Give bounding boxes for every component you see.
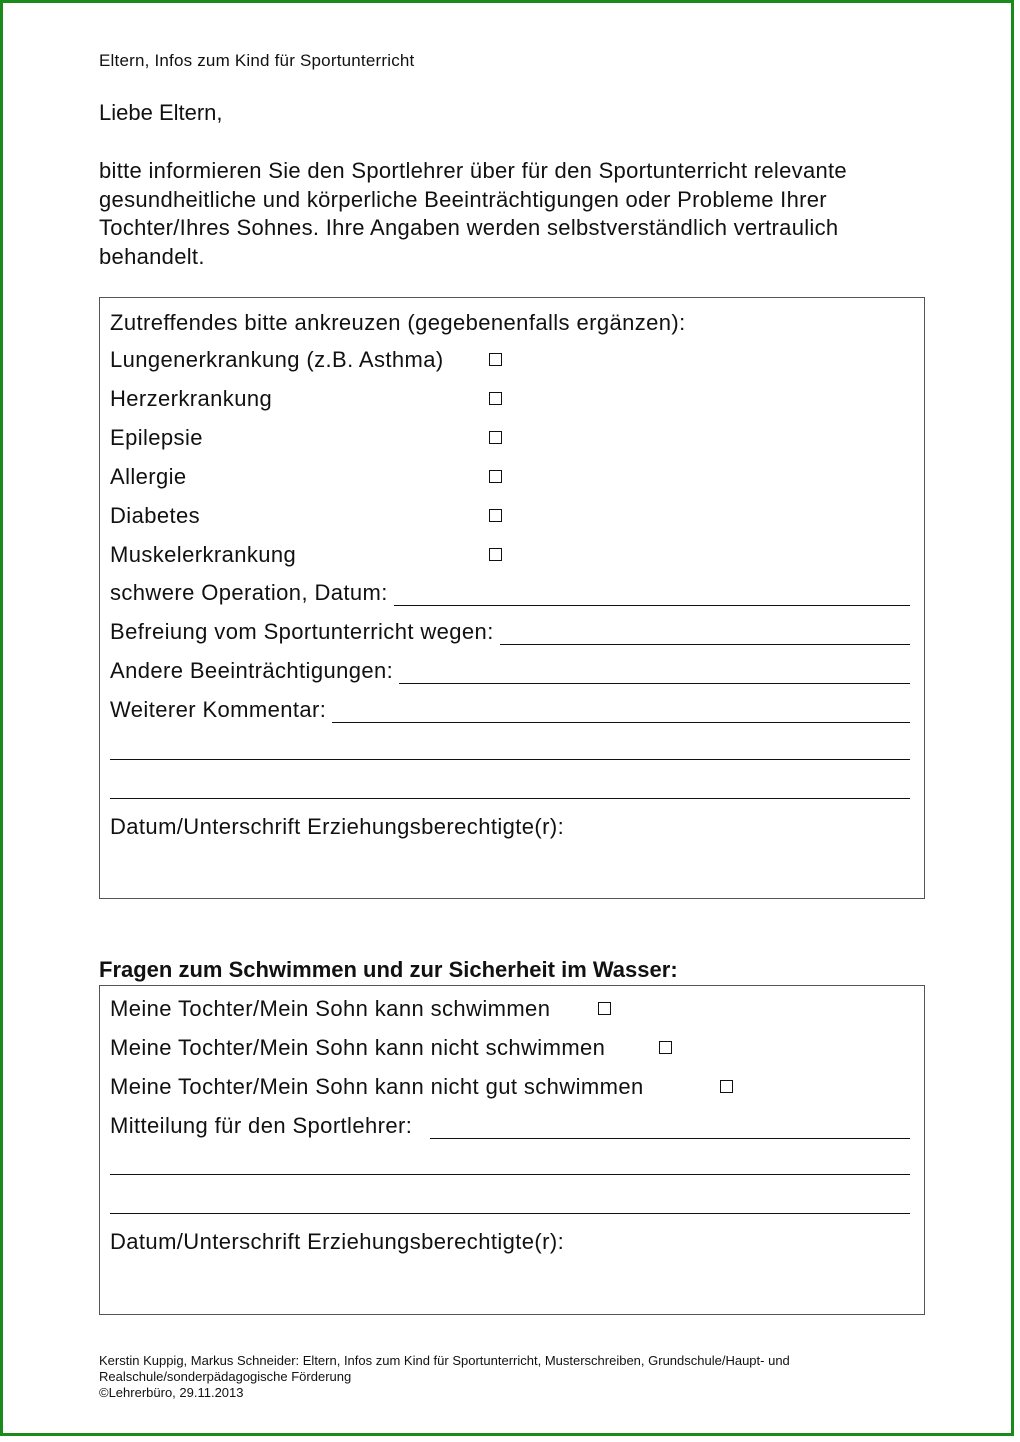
condition-label: Allergie: [110, 464, 187, 489]
condition-checkbox-muscle[interactable]: [489, 548, 502, 561]
swim-message-input-line[interactable]: [430, 1120, 910, 1139]
intro-paragraph: bitte informieren Sie den Sportlehrer über für den Sportunterricht relevante gesundheitliche und körperliche Beeinträchtigungen oder Probleme Ihrer Tochter/Ihres Sohnes. Ihre Angaben werden selbstverständlich vertraulich behandelt.: [99, 158, 847, 269]
condition-label: Herzerkrankung: [110, 386, 273, 411]
swimming-section: [99, 985, 925, 1315]
swim-message-label: Mitteilung für den Sportlehrer:: [110, 1113, 413, 1138]
condition-label: Muskelerkrankung: [110, 542, 297, 567]
swim-option-label: Meine Tochter/Mein Sohn kann nicht schwimmen: [110, 1035, 606, 1060]
swim-signature-row: [110, 1229, 910, 1255]
swim-option-label: Meine Tochter/Mein Sohn kann nicht gut schwimmen: [110, 1074, 644, 1099]
comment-extra-line-1[interactable]: [110, 759, 910, 760]
swimming-section-title: Fragen zum Schwimmen und zur Sicherheit im Wasser:: [99, 957, 678, 982]
operation-label: schwere Operation, Datum:: [110, 580, 388, 605]
other-impairments-row: [110, 658, 910, 684]
condition-row-diabetes: [110, 503, 910, 529]
swim-checkbox-can[interactable]: [598, 1002, 611, 1015]
condition-row-muscle: [110, 542, 910, 568]
condition-row-allergy: [110, 464, 910, 490]
swim-option-label: Meine Tochter/Mein Sohn kann schwimmen: [110, 996, 551, 1021]
swim-option-row-not-well: [110, 1074, 910, 1100]
health-instruction: Zutreffendes bitte ankreuzen (gegebenenfalls ergänzen):: [110, 310, 686, 335]
salutation: Liebe Eltern,: [99, 100, 223, 125]
swim-signature-label: Datum/Unterschrift Erziehungsberechtigte(r):: [110, 1229, 565, 1254]
comment-extra-line-2[interactable]: [110, 798, 910, 799]
exemption-label: Befreiung vom Sportunterricht wegen:: [110, 619, 494, 644]
exemption-row: [110, 619, 910, 645]
swim-checkbox-not-well[interactable]: [720, 1080, 733, 1093]
other-impairments-input-line[interactable]: [399, 665, 910, 684]
swim-option-row-can: [110, 996, 910, 1022]
condition-checkbox-epilepsy[interactable]: [489, 431, 502, 444]
comment-label: Weiterer Kommentar:: [110, 697, 327, 722]
health-signature-row: [110, 814, 910, 840]
condition-row-heart: [110, 386, 910, 412]
health-signature-label: Datum/Unterschrift Erziehungsberechtigte(r):: [110, 814, 565, 839]
comment-input-line[interactable]: [332, 704, 910, 723]
operation-row: [110, 580, 910, 606]
swim-message-row: [110, 1113, 910, 1139]
exemption-input-line[interactable]: [500, 626, 910, 645]
condition-checkbox-diabetes[interactable]: [489, 509, 502, 522]
swim-extra-line-1[interactable]: [110, 1174, 910, 1175]
condition-checkbox-heart[interactable]: [489, 392, 502, 405]
condition-row-epilepsy: [110, 425, 910, 451]
condition-label: Diabetes: [110, 503, 201, 528]
condition-row-lung: [110, 347, 910, 373]
other-impairments-label: Andere Beeinträchtigungen:: [110, 658, 394, 683]
footer-line-2: Realschule/sonderpädagogische Förderung: [99, 1369, 352, 1384]
condition-label: Epilepsie: [110, 425, 203, 450]
condition-checkbox-allergy[interactable]: [489, 470, 502, 483]
footer-line-1: Kerstin Kuppig, Markus Schneider: Eltern, Infos zum Kind für Sportunterricht, Musterschreiben, Grundschule/Haupt- und: [99, 1353, 790, 1368]
comment-row: [110, 697, 910, 723]
document-footer: [99, 1353, 859, 1401]
condition-label: Lungenerkrankung (z.B. Asthma): [110, 347, 444, 372]
swim-extra-line-2[interactable]: [110, 1213, 910, 1214]
condition-checkbox-lung[interactable]: [489, 353, 502, 366]
footer-line-3: ©Lehrerbüro, 29.11.2013: [99, 1385, 244, 1400]
swim-checkbox-cannot[interactable]: [659, 1041, 672, 1054]
operation-input-line[interactable]: [394, 587, 910, 606]
swim-option-row-cannot: [110, 1035, 910, 1061]
document-header: Eltern, Infos zum Kind für Sportunterricht: [99, 51, 415, 70]
health-section: [99, 297, 925, 899]
